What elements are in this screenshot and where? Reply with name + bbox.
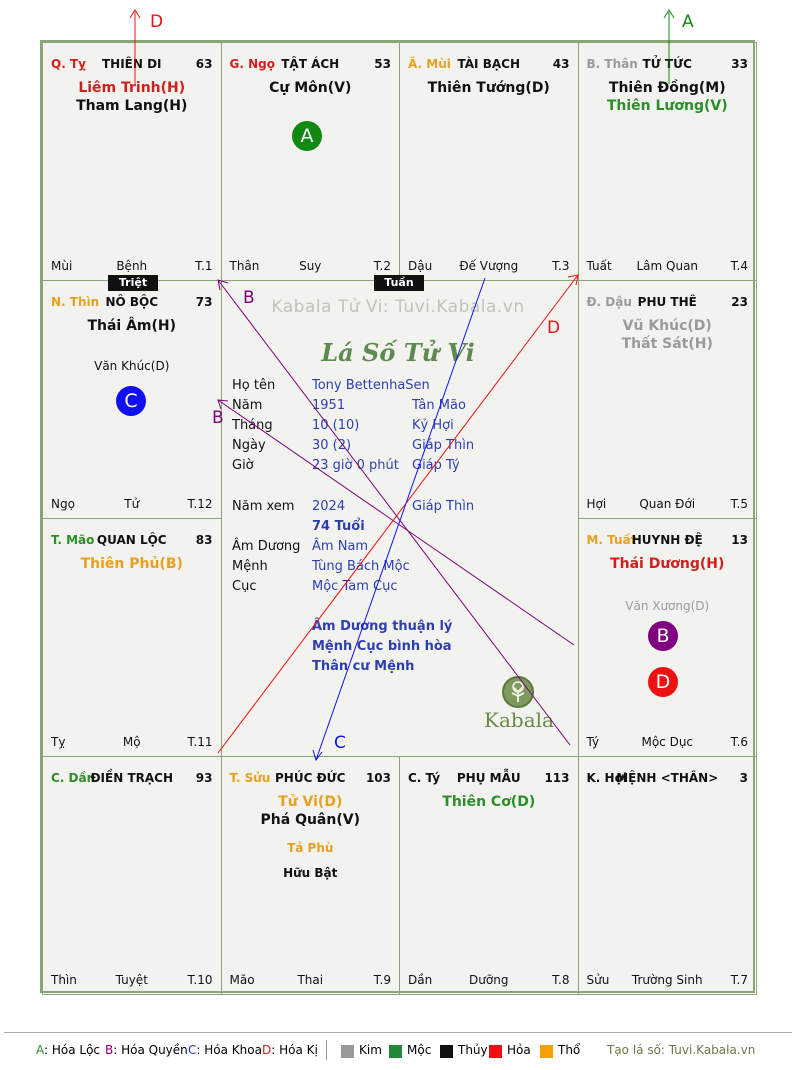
palace-age: 43: [552, 57, 570, 71]
major-star: Thiên Phủ(B): [80, 556, 183, 572]
info-label: Giờ: [232, 458, 254, 473]
palace-state: Tử: [124, 497, 140, 511]
label-b-lower: B: [212, 408, 224, 428]
label-d-diag: D: [547, 318, 561, 338]
tuan-tag: Tuần: [374, 275, 424, 291]
chart-note: Thân cư Mệnh: [312, 659, 415, 674]
info-label: Năm: [232, 398, 263, 413]
major-star: Thái Dương(H): [610, 556, 725, 572]
hoa-khoa-marker: C: [116, 386, 146, 416]
palace-house-number: T.1: [195, 259, 213, 273]
palace-state: Suy: [299, 259, 322, 273]
major-star: Phá Quân(V): [260, 812, 360, 828]
element-label: Thủy: [458, 1043, 488, 1057]
palace-house-number: T.9: [373, 973, 391, 987]
chart-note: Mệnh Cục bình hòa: [312, 639, 452, 654]
major-star: Vũ Khúc(D): [622, 318, 712, 334]
palace-branch: Tuất: [586, 259, 612, 273]
legend-text: : Hóa Lộc: [44, 1043, 101, 1057]
info-canchi: Giáp Tý: [412, 458, 460, 473]
palace-name: MỆNH <THÂN>: [616, 771, 719, 785]
line-c: [316, 278, 485, 760]
palace-house-number: T.12: [187, 497, 213, 511]
hoa-ki-marker: D: [648, 667, 678, 697]
info-value: Tony BettenhaSen: [312, 378, 430, 393]
palace-name: ĐIỀN TRẠCH: [90, 771, 173, 785]
palace-age: 113: [544, 771, 570, 785]
info-canchi: Kỷ Hợi: [412, 418, 454, 433]
palace-can-chi: Q. Tỵ: [51, 57, 86, 71]
palace-name: PHÚC ĐỨC: [275, 771, 346, 785]
palace-state: Lâm Quan: [636, 259, 699, 273]
palace-state: Tuyệt: [115, 973, 148, 987]
minor-star: Hữu Bật: [283, 866, 338, 880]
palace-state: Đế Vượng: [459, 259, 519, 273]
legend-key: C: [188, 1043, 197, 1057]
palace-state: Bệnh: [116, 259, 148, 273]
element-label: Mộc: [407, 1043, 432, 1057]
year-view-label: Năm xem: [232, 499, 295, 514]
palace-branch: Mùi: [51, 259, 73, 273]
palace-branch: Thìn: [51, 973, 77, 987]
label-b-upper: B: [243, 288, 255, 308]
palace-name: TÀI BẠCH: [457, 57, 520, 71]
palace-can-chi: C. Dần: [51, 771, 96, 785]
label-d-top: D: [150, 12, 164, 32]
info-label: Họ tên: [232, 378, 276, 393]
palace-can-chi: T. Sửu: [229, 771, 271, 785]
major-star: Cự Môn(V): [269, 80, 352, 96]
major-star: Thiên Đồng(M): [608, 80, 726, 96]
palace-branch: Sửu: [586, 973, 610, 987]
legend-text: : Hóa Kị: [271, 1043, 318, 1057]
palace-name: HUYNH ĐỆ: [631, 533, 703, 547]
minor-star: Tả Phù: [287, 841, 334, 855]
palace-house-number: T.4: [730, 259, 748, 273]
palace-name: TẬT ÁCH: [281, 57, 340, 71]
palace-name: NÔ BỘC: [105, 295, 159, 309]
palace-branch: Dậu: [408, 259, 433, 273]
palace-name: QUAN LỘC: [96, 533, 167, 547]
legend-text: : Hóa Quyền: [113, 1043, 188, 1057]
palace-house-number: T.10: [187, 973, 213, 987]
line-b-lower: [218, 400, 574, 645]
palace-can-chi: Ã. Mùi: [408, 57, 451, 71]
palace-age: 33: [731, 57, 748, 71]
age-value: 74 Tuổi: [312, 519, 365, 534]
chart-title: Lá Số Tử Vi: [321, 338, 475, 367]
palace-house-number: T.3: [552, 259, 570, 273]
legend-item: [262, 1043, 318, 1057]
palace-branch: Dần: [408, 973, 433, 987]
info-value: 23 giờ 0 phút: [312, 458, 399, 473]
palace-state: Thai: [297, 973, 324, 987]
palace-state: Quan Đới: [639, 497, 696, 511]
palace-age: 13: [731, 533, 748, 547]
palace-age: 63: [195, 57, 213, 71]
palace-name: TỬ TỨC: [642, 57, 692, 71]
palace-can-chi: G. Ngọ: [229, 57, 275, 71]
palace-can-chi: T. Mão: [51, 533, 95, 547]
element-swatch: [341, 1045, 354, 1058]
major-star: Tử Vi(D): [278, 794, 343, 810]
legend-text: : Hóa Khoa: [196, 1043, 262, 1057]
palace-age: 73: [195, 295, 213, 309]
palace-state: Dưỡng: [469, 973, 509, 987]
palace-state: Mộc Dục: [641, 735, 694, 749]
element-label: Thổ: [558, 1043, 581, 1057]
palace-can-chi: N. Thìn: [51, 295, 100, 309]
legend-key: D: [262, 1043, 272, 1057]
line-d-diag: [218, 275, 578, 753]
element-swatch: [440, 1045, 453, 1058]
info-label: Mệnh: [232, 559, 268, 574]
year-view-value: 2024: [312, 499, 346, 514]
element-swatch: [540, 1045, 553, 1058]
element-label: Kim: [359, 1043, 382, 1057]
label-a-top: A: [682, 12, 694, 32]
legend-item: [36, 1043, 100, 1057]
palace-house-number: T.6: [730, 735, 748, 749]
palace-branch: Ngọ: [51, 497, 75, 511]
palace-house-number: T.5: [730, 497, 748, 511]
element-swatch: [489, 1045, 502, 1058]
major-star: Thiên Lương(V): [606, 98, 728, 114]
palace-branch: Tỵ: [51, 735, 66, 749]
palace-age: 93: [195, 771, 213, 785]
minor-star: Văn Xương(D): [625, 599, 710, 613]
legend-item: [188, 1043, 262, 1057]
major-star: Thất Sát(H): [621, 336, 713, 352]
major-star: Thiên Tướng(D): [427, 80, 550, 96]
palace-branch: Tý: [586, 735, 600, 749]
element-swatch: [389, 1045, 402, 1058]
palace-house-number: T.8: [552, 973, 570, 987]
label-c-bottom: C: [334, 733, 346, 753]
palace-branch: Thân: [229, 259, 260, 273]
info-value: Tùng Bách Mộc: [312, 559, 410, 574]
info-value: Mộc Tam Cục: [312, 579, 398, 594]
legend-key: B: [105, 1043, 114, 1057]
major-star: Tham Lang(H): [76, 98, 188, 114]
legend-key: A: [36, 1043, 44, 1057]
hoa-loc-marker: A: [292, 121, 322, 151]
legend-item: [105, 1043, 188, 1057]
palace-branch: Hợi: [586, 497, 607, 511]
hoa-quyen-marker: B: [648, 621, 678, 651]
palace-house-number: T.7: [730, 973, 748, 987]
logo-text: Kabala: [484, 708, 554, 732]
line-b-upper: [218, 280, 570, 745]
palace-state: Mộ: [122, 735, 141, 749]
info-label: Tháng: [232, 418, 273, 433]
chart-note: Âm Dương thuận lý: [312, 619, 453, 634]
major-star: Thiên Cơ(D): [442, 794, 536, 810]
triet-tag: Triệt: [108, 275, 158, 291]
palace-can-chi: K. Hợi: [586, 771, 627, 785]
palace-age: 83: [195, 533, 213, 547]
major-star: Liêm Trinh(H): [78, 80, 186, 96]
palace-can-chi: B. Thân: [586, 57, 638, 71]
palace-age: 23: [731, 295, 748, 309]
info-canchi: Giáp Thìn: [412, 438, 475, 453]
info-label: Ngày: [232, 438, 266, 453]
legend-separator: [326, 1040, 327, 1060]
palace-name: THIÊN DI: [101, 57, 162, 71]
palace-house-number: T.11: [187, 735, 213, 749]
palace-age: 103: [365, 771, 391, 785]
minor-star: Văn Khúc(D): [94, 359, 170, 373]
year-view-canchi: Giáp Thìn: [412, 499, 475, 514]
palace-house-number: T.2: [373, 259, 391, 273]
palace-can-chi: C. Tý: [408, 771, 441, 785]
palace-age: 53: [374, 57, 391, 71]
info-canchi: Tân Mão: [412, 398, 466, 413]
element-label: Hỏa: [507, 1043, 531, 1057]
info-value: 30 (2): [312, 438, 352, 453]
palace-can-chi: Đ. Dậu: [586, 295, 632, 309]
info-label: Âm Dương: [232, 539, 301, 554]
credit-text: Tạo lá số: Tuvi.Kabala.vn: [607, 1043, 756, 1057]
legend-divider: [4, 1032, 792, 1033]
info-label: Cục: [232, 579, 257, 594]
palace-can-chi: M. Tuất: [586, 533, 637, 547]
watermark-text: Kabala Tử Vi: Tuvi.Kabala.vn: [271, 297, 525, 317]
palace-age: 3: [739, 771, 748, 785]
palace-state: Trường Sinh: [631, 973, 703, 987]
info-value: 1951: [312, 398, 346, 413]
major-star: Thái Âm(H): [87, 318, 177, 334]
info-value: Âm Nam: [312, 539, 369, 554]
palace-branch: Mão: [229, 973, 255, 987]
palace-name: PHỤ MẪU: [456, 771, 521, 785]
palace-name: PHU THÊ: [637, 295, 697, 309]
info-value: 10 (10): [312, 418, 360, 433]
